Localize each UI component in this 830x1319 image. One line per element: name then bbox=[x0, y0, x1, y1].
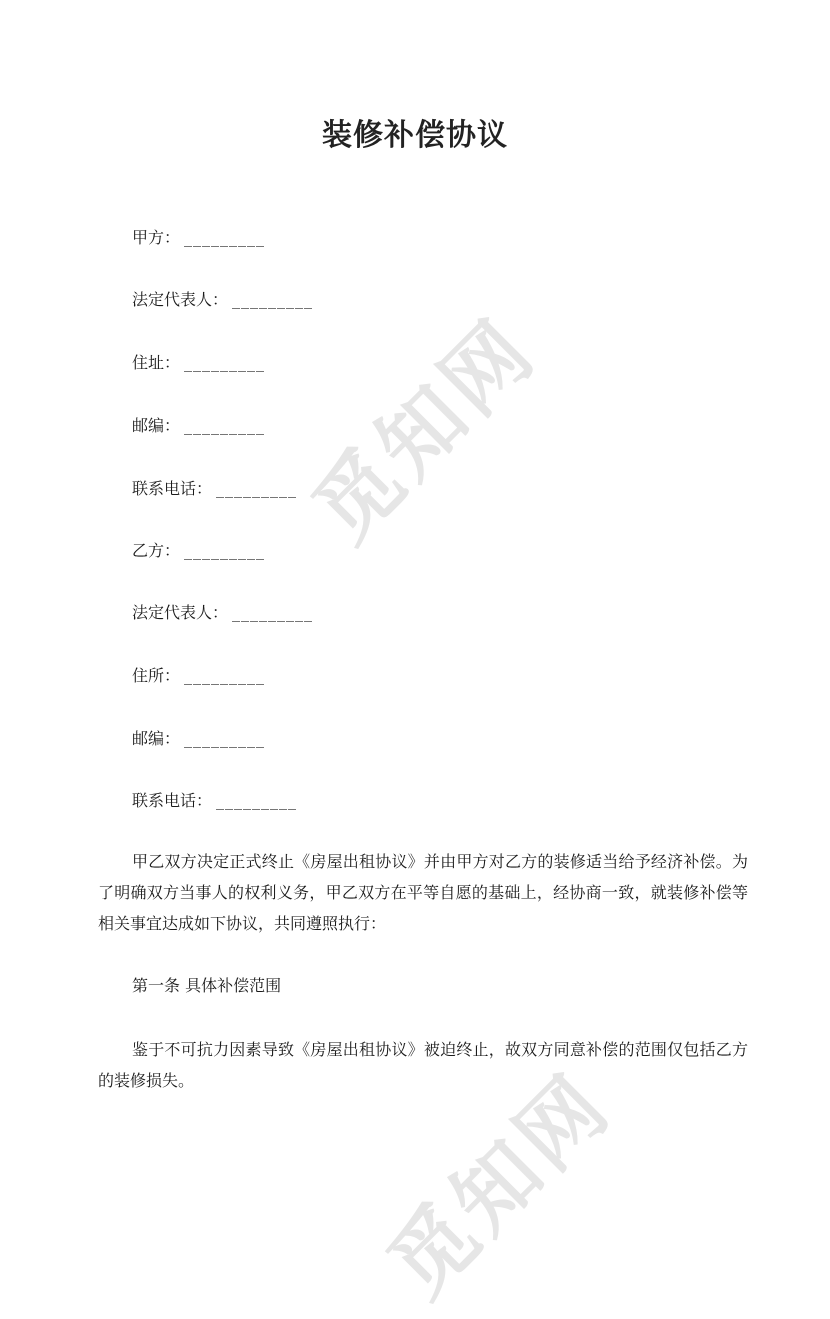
party-a-postcode-label: 邮编： bbox=[132, 416, 181, 435]
article-1-heading: 第一条 具体补偿范围 bbox=[132, 976, 282, 995]
party-a-address-blank: _________ bbox=[184, 353, 266, 372]
party-a-name-blank: _________ bbox=[184, 228, 266, 247]
party-a-postcode-field bbox=[132, 416, 265, 436]
party-a-name-label: 甲方： bbox=[132, 228, 181, 247]
article-1-body: 鉴于不可抗力因素导致《房屋出租协议》被迫终止，故双方同意补偿的范围仅包括乙方的装修损失。 bbox=[98, 1040, 748, 1090]
watermark: 觅知网 bbox=[294, 299, 555, 561]
party-b-postcode-blank: _________ bbox=[184, 729, 266, 748]
party-a-rep-field bbox=[132, 290, 313, 310]
party-b-name-blank: _________ bbox=[184, 541, 266, 560]
party-b-name-field bbox=[132, 541, 265, 561]
party-b-phone-label: 联系电话： bbox=[132, 791, 213, 810]
party-a-phone-field bbox=[132, 479, 297, 499]
party-b-postcode-field bbox=[132, 729, 265, 749]
party-a-name-field bbox=[132, 228, 265, 248]
party-b-postcode-label: 邮编： bbox=[132, 729, 181, 748]
party-b-phone-field bbox=[132, 791, 297, 811]
party-b-address-blank: _________ bbox=[184, 666, 266, 685]
party-b-name-label: 乙方： bbox=[132, 541, 181, 560]
watermark: 觅知网 bbox=[369, 1054, 630, 1316]
party-b-address-field bbox=[132, 666, 265, 686]
party-b-rep-field bbox=[132, 603, 313, 623]
party-b-address-label: 住所： bbox=[132, 666, 181, 685]
party-a-rep-label: 法定代表人： bbox=[132, 290, 229, 309]
party-a-address-field bbox=[132, 353, 265, 373]
party-b-phone-blank: _________ bbox=[216, 791, 298, 810]
party-a-rep-blank: _________ bbox=[232, 290, 314, 309]
document-title: 装修补偿协议 bbox=[322, 118, 508, 153]
intro-paragraph: 甲乙双方决定正式终止《房屋出租协议》并由甲方对乙方的装修适当给予经济补偿。为了明确双方当事人的权利义务，甲乙双方在平等自愿的基础上，经协商一致，就装修补偿等相关事宜达成如下协议，共同遵照执行： bbox=[98, 852, 748, 933]
party-b-rep-label: 法定代表人： bbox=[132, 603, 229, 622]
party-a-phone-blank: _________ bbox=[216, 479, 298, 498]
party-a-address-label: 住址： bbox=[132, 353, 181, 372]
party-a-phone-label: 联系电话： bbox=[132, 479, 213, 498]
party-a-postcode-blank: _________ bbox=[184, 416, 266, 435]
party-b-rep-blank: _________ bbox=[232, 603, 314, 622]
